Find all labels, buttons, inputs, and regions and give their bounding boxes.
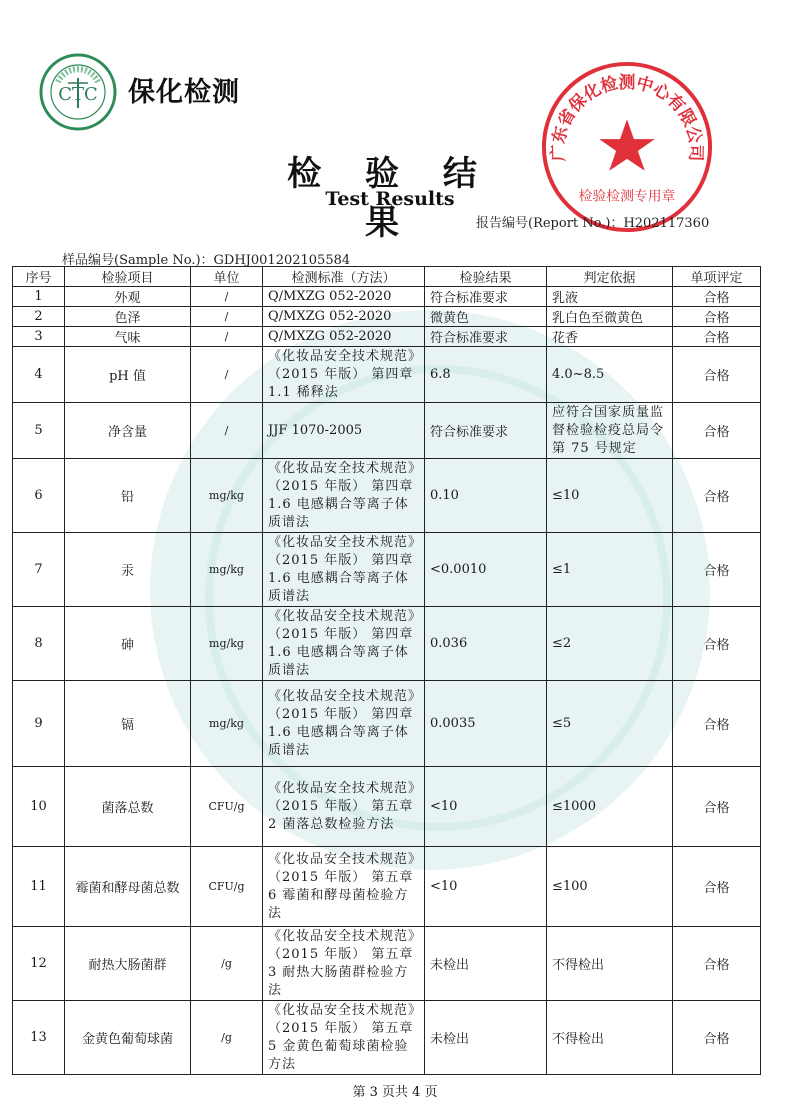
cell-item: pH 值: [65, 347, 191, 403]
cell-unit: /g: [191, 1001, 263, 1075]
cell-verdict: 合格: [673, 607, 761, 681]
cell-result: 未检出: [425, 927, 547, 1001]
cell-result: <0.0010: [425, 533, 547, 607]
cell-item: 金黄色葡萄球菌: [65, 1001, 191, 1075]
cell-basis: ≤1: [547, 533, 673, 607]
cell-unit: /: [191, 347, 263, 403]
cell-standard: JJF 1070-2005: [263, 403, 425, 459]
cell-item: 气味: [65, 327, 191, 347]
cell-unit: /: [191, 287, 263, 307]
cell-result: 6.8: [425, 347, 547, 403]
cell-unit: /: [191, 327, 263, 347]
cell-item: 耐热大肠菌群: [65, 927, 191, 1001]
header-unit: 单位: [191, 267, 263, 287]
table-row: [13, 459, 761, 533]
table-row: [13, 927, 761, 1001]
cell-no: 7: [13, 533, 65, 607]
cell-result: <10: [425, 847, 547, 927]
cell-item: 汞: [65, 533, 191, 607]
cell-unit: /: [191, 403, 263, 459]
seal-bottom-text: 检验检测专用章: [578, 188, 676, 205]
cell-result: 未检出: [425, 1001, 547, 1075]
cell-standard: 《化妆品安全技术规范》（2015 年版） 第五章 3 耐热大肠菌群检验方法: [263, 927, 425, 1001]
cell-verdict: 合格: [673, 847, 761, 927]
table-header-row: [13, 267, 761, 287]
cell-unit: mg/kg: [191, 533, 263, 607]
cell-basis: 花香: [547, 327, 673, 347]
cell-result: 0.036: [425, 607, 547, 681]
cell-verdict: 合格: [673, 307, 761, 327]
cell-basis: ≤1000: [547, 767, 673, 847]
cell-unit: CFU/g: [191, 767, 263, 847]
cell-standard: 《化妆品安全技术规范》（2015 年版） 第五章 5 金黄色葡萄球菌检验方法: [263, 1001, 425, 1075]
cell-standard: Q/MXZG 052-2020: [263, 307, 425, 327]
cell-verdict: 合格: [673, 927, 761, 1001]
table-row: [13, 1001, 761, 1075]
header-standard: 检测标准（方法）: [263, 267, 425, 287]
cell-item: 外观: [65, 287, 191, 307]
table-row: [13, 847, 761, 927]
cell-basis: 不得检出: [547, 927, 673, 1001]
cell-basis: 不得检出: [547, 1001, 673, 1075]
cell-verdict: 合格: [673, 347, 761, 403]
cell-standard: 《化妆品安全技术规范》（2015 年版） 第四章 1.6 电感耦合等离子体质谱法: [263, 681, 425, 767]
cell-verdict: 合格: [673, 533, 761, 607]
cell-basis: ≤2: [547, 607, 673, 681]
official-seal: [538, 58, 716, 236]
cell-verdict: 合格: [673, 403, 761, 459]
header-result: 检验结果: [425, 267, 547, 287]
cell-item: 色泽: [65, 307, 191, 327]
cell-no: 5: [13, 403, 65, 459]
cell-no: 13: [13, 1001, 65, 1075]
cell-no: 8: [13, 607, 65, 681]
cell-unit: CFU/g: [191, 847, 263, 927]
cell-basis: 乳液: [547, 287, 673, 307]
cell-result: 0.0035: [425, 681, 547, 767]
header-basis: 判定依据: [547, 267, 673, 287]
cell-basis: ≤5: [547, 681, 673, 767]
cell-item: 净含量: [65, 403, 191, 459]
cell-unit: mg/kg: [191, 607, 263, 681]
cell-result: 符合标准要求: [425, 327, 547, 347]
table-row: [13, 607, 761, 681]
table-row: [13, 533, 761, 607]
cell-basis: ≤100: [547, 847, 673, 927]
cell-no: 4: [13, 347, 65, 403]
cell-standard: Q/MXZG 052-2020: [263, 327, 425, 347]
ctc-logo: [38, 52, 118, 132]
cell-unit: /g: [191, 927, 263, 1001]
cell-standard: 《化妆品安全技术规范》（2015 年版） 第四章 1.6 电感耦合等离子体质谱法: [263, 533, 425, 607]
cell-no: 11: [13, 847, 65, 927]
cell-result: 符合标准要求: [425, 403, 547, 459]
table-row: [13, 767, 761, 847]
cell-unit: /: [191, 307, 263, 327]
cell-standard: 《化妆品安全技术规范》（2015 年版） 第四章 1.1 稀释法: [263, 347, 425, 403]
page-title: 检 验 结 果: [287, 154, 493, 243]
cell-result: 0.10: [425, 459, 547, 533]
cell-no: 1: [13, 287, 65, 307]
cell-basis: 乳白色至微黄色: [547, 307, 673, 327]
cell-standard: 《化妆品安全技术规范》（2015 年版） 第五章 2 菌落总数检验方法: [263, 767, 425, 847]
brand-name: 保化检测: [128, 77, 240, 108]
page-footer: 第 3 页共 4 页: [352, 1085, 438, 1100]
cell-no: 9: [13, 681, 65, 767]
header-verdict: 单项评定: [673, 267, 761, 287]
cell-standard: 《化妆品安全技术规范》（2015 年版） 第五章 6 霉菌和酵母菌检验方法: [263, 847, 425, 927]
table-row: [13, 403, 761, 459]
cell-no: 2: [13, 307, 65, 327]
cell-unit: mg/kg: [191, 459, 263, 533]
sample-number: 样品编号(Sample No.)：GDHJ001202105584: [62, 253, 351, 268]
header-item: 检验项目: [65, 267, 191, 287]
cell-unit: mg/kg: [191, 681, 263, 767]
cell-verdict: 合格: [673, 767, 761, 847]
table-row: [13, 347, 761, 403]
cell-standard: 《化妆品安全技术规范》（2015 年版） 第四章 1.6 电感耦合等离子体质谱法: [263, 607, 425, 681]
cell-item: 菌落总数: [65, 767, 191, 847]
cell-no: 3: [13, 327, 65, 347]
cell-item: 铅: [65, 459, 191, 533]
cell-no: 12: [13, 927, 65, 1001]
table-row: [13, 327, 761, 347]
cell-verdict: 合格: [673, 459, 761, 533]
cell-verdict: 合格: [673, 327, 761, 347]
logo-letters: CTC: [58, 84, 98, 105]
table-row: [13, 681, 761, 767]
cell-verdict: 合格: [673, 1001, 761, 1075]
results-table: [12, 266, 761, 1075]
cell-item: 镉: [65, 681, 191, 767]
seal-star-icon: [599, 119, 654, 170]
cell-basis: 应符合国家质量监督检验检疫总局令第 75 号规定: [547, 403, 673, 459]
cell-item: 霉菌和酵母菌总数: [65, 847, 191, 927]
cell-basis: ≤10: [547, 459, 673, 533]
cell-no: 6: [13, 459, 65, 533]
cell-item: 砷: [65, 607, 191, 681]
table-row: [13, 307, 761, 327]
cell-result: 符合标准要求: [425, 287, 547, 307]
cell-basis: 4.0~8.5: [547, 347, 673, 403]
cell-result: 微黄色: [425, 307, 547, 327]
cell-no: 10: [13, 767, 65, 847]
report-number: 报告编号(Report No.)：H202117360: [476, 216, 710, 231]
cell-standard: Q/MXZG 052-2020: [263, 287, 425, 307]
cell-standard: 《化妆品安全技术规范》（2015 年版） 第四章 1.6 电感耦合等离子体质谱法: [263, 459, 425, 533]
cell-verdict: 合格: [673, 681, 761, 767]
cell-result: <10: [425, 767, 547, 847]
header-no: 序号: [13, 267, 65, 287]
cell-verdict: 合格: [673, 287, 761, 307]
page-subtitle: Test Results: [325, 188, 455, 210]
table-row: [13, 287, 761, 307]
seal-ring-text: 广东省保化检测中心有限公司: [547, 71, 707, 162]
